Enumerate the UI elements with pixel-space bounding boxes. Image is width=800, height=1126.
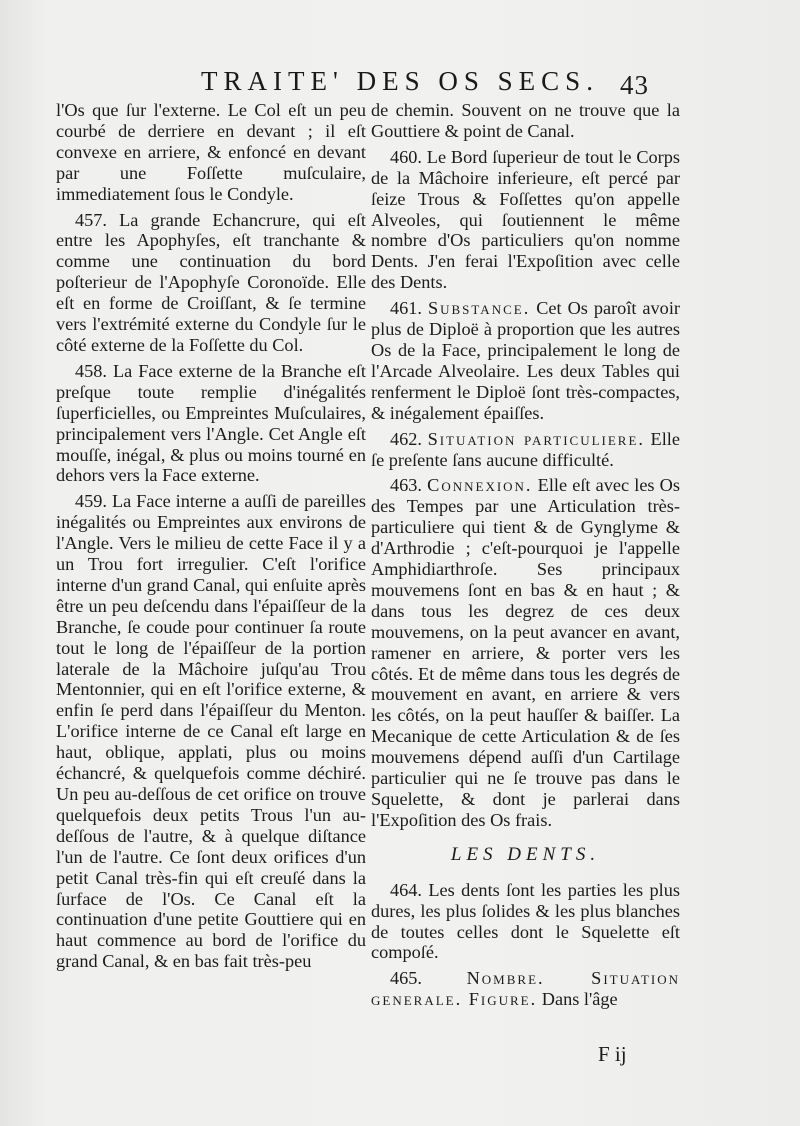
paragraph-465	[371, 968, 680, 1010]
paragraph-heading: Nombre. Situation generale. Figure.	[371, 968, 680, 1010]
page-number: 43	[620, 70, 649, 100]
paragraph-458	[56, 361, 366, 486]
paragraph-text: Elle eſt avec les Os des Tempes par une Articulation très-particuliere qui tient & de Gynglyme & d'Arthrodie ; c'eſt-pourquoi je l'appelle Amphidiarthroſe. Ses principaux mouvemens ſont en bas & en haut ; & dans tous les degrez de ces deux mouvemens, on la peut avancer en avant, ramener en arriere, & porter vers les côtés. Et de même dans tous les degrés de mouvement en avant, en arriere & vers les côtés, on la peut hauſſer & baiſſer. La Mecanique de cette Articulation & de ſes mouvemens dépend auſſi d'un Cartilage particulier qui ne ſe trouve pas dans le Squelette, & dont je parlerai dans l'Expoſition des Os frais.	[371, 475, 680, 830]
paragraph-number: 461.	[390, 298, 422, 319]
paragraph-heading: Connexion.	[427, 475, 533, 496]
paragraph-number: 465.	[390, 968, 422, 989]
paragraph-number: 463.	[390, 475, 422, 496]
paragraph-text: Dans l'âge	[537, 989, 618, 1010]
paragraph-heading: Situation particuliere.	[427, 428, 645, 449]
section-title: LES DENTS.	[450, 843, 601, 865]
paragraph-text: Elle ſe preſente ſans aucune difficulté.	[371, 428, 680, 470]
paragraph-number: 458.	[75, 360, 107, 381]
paragraph-text: La Face interne a auſſi de pareilles inégalités ou Empreintes aux environs de l'Angle. Vers le milieu de cette Face il y a un Trou fort irregulier. C'eſt l'orifice interne d'un grand Canal, qui enſuite après être un peu deſcendu dans l'épaiſſeur de la Branche, ſe coude pour continuer ſa route tout le long de l'épaiſſeur de la portion laterale de la Mâchoire juſqu'au Trou Mentonnier, qui en eſt l'orifice externe, & enfin ſe perd dans l'épaiſſeur du Menton. L'orifice interne de ce Canal eſt large en haut, oblique, applati, plus ou moins échancré, & quelquefois comme déchiré. Un peu au-deſſous de cet orifice on trouve quelquefois deux petits Trous l'un au-deſſous de l'autre, & à quelque diſtance l'un de l'autre. Ce ſont deux orifices d'un petit Canal très-fin qui eſt creuſé dans la ſurface de l'Os. Ce Canal eſt la continuation d'une petite Gouttiere qui en haut commence au bord de l'orifice du grand Canal, & en bas fait très-peu	[56, 491, 366, 972]
right-column	[371, 100, 680, 1015]
paragraph-number: 460.	[390, 146, 422, 167]
signature-mark: F ij	[598, 1042, 627, 1066]
paragraph-462	[371, 429, 680, 471]
paragraph-457	[56, 210, 366, 356]
paragraph-text: de chemin. Souvent on ne trouve que la Gouttiere & point de Canal.	[371, 100, 680, 141]
running-title: TRAITE' DES OS SECS.	[201, 66, 599, 96]
paragraph-text: La grande Echancrure, qui eſt entre les Apophyſes, eſt tranchante & comme une continuation du bord poſterieur de l'Apophyſe Coronoïde. Elle eſt en forme de Croiſſant, & ſe termine vers l'extrémité externe du Condyle ſur le côté externe de la Foſſette du Col.	[56, 209, 366, 355]
paragraph-heading: Substance.	[427, 298, 531, 319]
paragraph-text: l'Os que ſur l'externe. Le Col eſt un peu courbé de derriere en devant ; il eſt convexe en arriere, & enfoncé en devant par une Foſſette muſculaire, immediatement ſous le Condyle.	[56, 100, 366, 204]
paragraph-number: 462.	[390, 428, 422, 449]
paragraph-number: 459.	[75, 491, 107, 512]
paragraph-text: Le Bord ſuperieur de tout le Corps de la Mâchoire inferieure, eſt percé par ſeize Trous & Foſſettes qu'on appelle Alveoles, qui ſoutiennent le même nombre d'Os particuliers qu'on nomme Dents. J'en ferai l'Expoſition avec celle des Dents.	[371, 146, 680, 293]
paragraph-461	[371, 298, 680, 423]
paragraph-text: Cet Os paroît avoir plus de Diploë à proportion que les autres Os de la Face, principalement le long de l'Arcade Alveolaire. Les deux Tables qui renferment le Diploë ſont très-compactes, & inégalement épaiſſes.	[371, 298, 680, 423]
paragraph-text: La Face externe de la Branche eſt preſque toute remplie d'inégalités ſuperficielles, ou Empreintes Muſculaires, principalement vers l'Angle. Cet Angle eſt mouſſe, inégal, & plus ou moins tourné en dehors vers la Face externe.	[56, 360, 366, 486]
paragraph-text: Les dents ſont les parties les plus dures, les plus ſolides & les plus blanches de toutes celles dont le Squelette eſt compoſé.	[371, 879, 680, 963]
paragraph-463	[371, 475, 680, 830]
left-column	[56, 100, 366, 977]
paragraph-464	[371, 880, 680, 964]
paragraph-continuation	[56, 100, 366, 205]
paragraph-459	[56, 491, 366, 972]
paragraph-460	[371, 147, 680, 293]
paragraph-number: 457.	[75, 209, 107, 230]
paragraph-continuation	[371, 100, 680, 142]
paragraph-number: 464.	[390, 879, 422, 900]
